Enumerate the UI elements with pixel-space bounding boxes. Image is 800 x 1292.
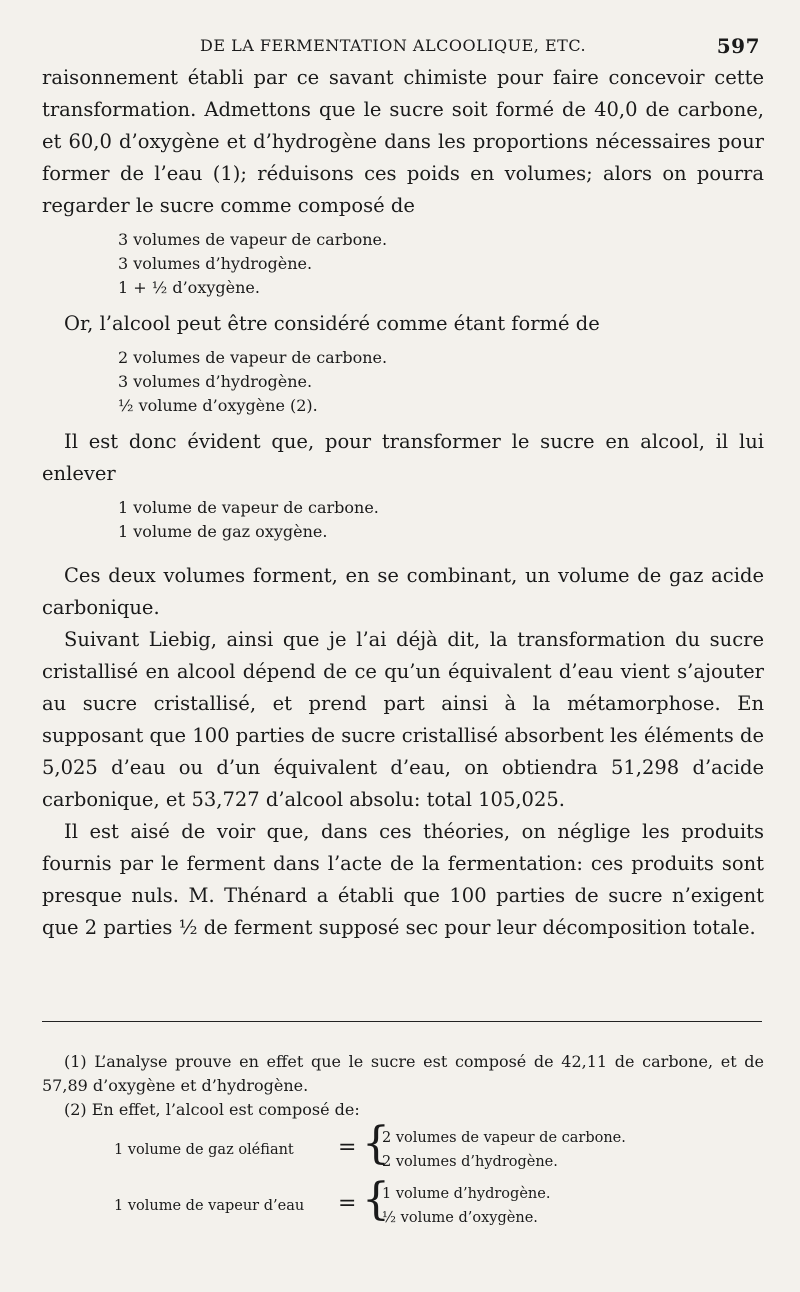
list-item: 3 volumes d’hydrogène.: [118, 254, 313, 273]
equation-term: ½ volume d’oxygène.: [382, 1210, 538, 1226]
list-item: 3 volumes d’hydrogène.: [118, 372, 313, 391]
paragraph-6: Il est aisé de voir que, dans ces théories, on néglige les produits fournis par le ferment dans l’acte de la fermentation: ces produits sont presque nuls. M. Thénard a établi que 100 parties de sucre n’exigent que 2 parties ½ de ferment supposé sec pour leur décomposition totale.: [42, 820, 764, 939]
brace-icon: {: [362, 1174, 390, 1225]
running-header: [40, 36, 760, 60]
footnote-1: (1) L’analyse prouve en effet que le sucre est composé de 42,11 de carbone, et de 57,89 d’oxygène et d’hydrogène.: [42, 1052, 764, 1095]
sugar-composition-list: [118, 228, 764, 300]
equation-rhs: [382, 1126, 626, 1174]
list-item: 1 volume de vapeur de carbone.: [118, 498, 379, 517]
paragraph-4: Ces deux volumes forment, en se combinant, un volume de gaz acide carbonique.: [42, 564, 764, 619]
list-item: ½ volume d’oxygène (2).: [118, 396, 318, 415]
equation-term: 1 volume d’hydrogène.: [382, 1186, 551, 1202]
list-item: 2 volumes de vapeur de carbone.: [118, 348, 388, 367]
equation-water: [42, 1174, 764, 1234]
equation-lhs: 1 volume de vapeur d’eau: [114, 1198, 305, 1214]
equals-sign: =: [338, 1135, 357, 1160]
paragraph-3: Il est donc évident que, pour transformer le sucre en alcool, il lui enlever: [42, 430, 764, 485]
paragraph-1: raisonnement établi par ce savant chimiste pour faire concevoir cette transformation. Admettons que le sucre soit formé de 40,0 de carbone, et 60,0 d’oxygène et d’hydrogène dans les proportions nécessaires pour former de l’eau (1); réduisons ces poids en volumes; alors on pourra regarder le sucre comme composé de: [42, 66, 764, 217]
footnote-rule: [42, 1021, 762, 1022]
page-number: 597: [716, 34, 760, 58]
equation-rhs: [382, 1182, 550, 1230]
paragraph-2: Or, l’alcool peut être considéré comme étant formé de: [64, 312, 600, 335]
equals-sign: =: [338, 1191, 357, 1216]
equation-lhs: 1 volume de gaz oléfiant: [114, 1142, 294, 1158]
paragraph-5: Suivant Liebig, ainsi que je l’ai déjà dit, la transformation du sucre cristallisé en alcool dépend de ce qu’un équivalent d’eau vient s’ajouter au sucre cristallisé, et prend part ainsi à la métamorphose. En supposant que 100 parties de sucre cristallisé absorbent les éléments de 5,025 d’eau ou d’un équivalent d’eau, on obtiendra 51,298 d’acide carbonique, et 53,727 d’alcool absolu: total 105,025.: [42, 628, 764, 811]
running-title: DE LA FERMENTATION ALCOOLIQUE, ETC.: [200, 36, 587, 55]
equation-olefiant: [42, 1118, 764, 1178]
equation-term: 2 volumes d’hydrogène.: [382, 1154, 558, 1170]
equation-term: 2 volumes de vapeur de carbone.: [382, 1130, 626, 1146]
brace-icon: {: [362, 1118, 390, 1169]
removal-list: [118, 496, 764, 544]
footnote-2: (2) En effet, l’alcool est composé de:: [64, 1100, 360, 1119]
list-item: 1 volume de gaz oxygène.: [118, 522, 328, 541]
list-item: 3 volumes de vapeur de carbone.: [118, 230, 388, 249]
list-item: 1 + ½ d’oxygène.: [118, 278, 260, 297]
alcohol-composition-list: [118, 346, 764, 418]
main-text: [42, 62, 764, 944]
footnotes: [42, 1050, 764, 1234]
